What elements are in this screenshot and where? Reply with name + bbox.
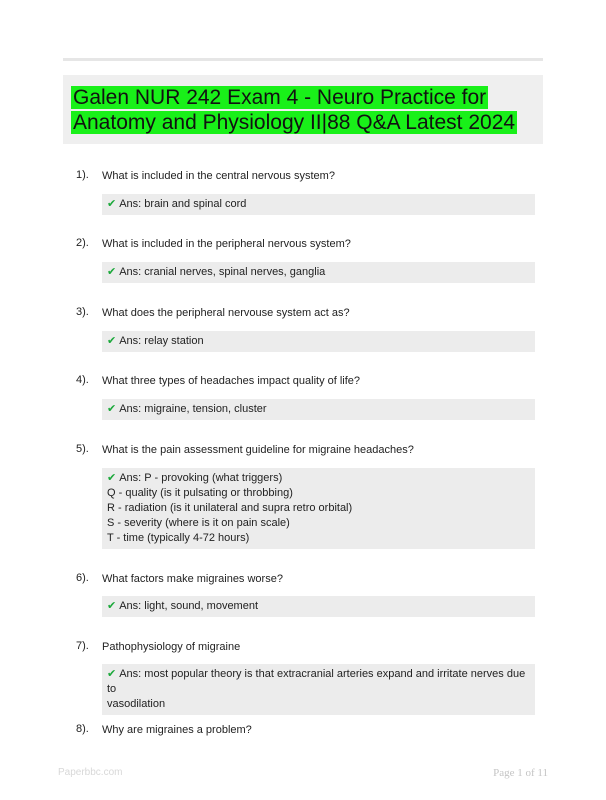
question-text: What does the peripheral nervouse system act as? [102,307,350,319]
check-icon: ✔ [107,600,117,612]
answer-text: vasodilation [107,698,166,710]
answer-text: Ans: cranial nerves, spinal nerves, ganglia [119,266,326,278]
answer-text: T - time (typically 4-72 hours) [107,532,250,544]
question-text: Why are migraines a problem? [102,724,252,736]
answer-text: Q - quality (is it pulsating or throbbing) [107,487,293,499]
question-number: 5). [76,443,89,455]
page-number: Page 1 of 11 [493,767,548,779]
answer-text: Ans: most popular theory is that extracranial arteries expand and irritate nerves due to [107,668,526,695]
question-number: 8). [76,723,89,735]
answer-text: Ans: light, sound, movement [119,600,259,612]
answer-text: Ans: P - provoking (what triggers) [119,472,283,484]
title-banner [63,75,543,144]
answer-box [102,596,535,617]
answer-text: Ans: migraine, tension, cluster [119,403,267,415]
question-number: 1). [76,169,89,181]
answer-text: Ans: brain and spinal cord [119,198,247,210]
question-text: What is the pain assessment guideline for migraine headaches? [102,444,414,456]
top-divider [63,58,543,61]
question-text: What three types of headaches impact quality of life? [102,375,361,387]
question-text: Pathophysiology of migraine [102,641,241,653]
question-number: 4). [76,374,89,386]
question-number: 7). [76,640,89,652]
check-icon: ✔ [107,335,117,347]
answer-text: S - severity (where is it on pain scale) [107,517,290,529]
answer-text: Ans: relay station [119,335,204,347]
question-text: What is included in the central nervous system? [102,170,335,182]
answer-box [102,468,535,549]
question-number: 3). [76,306,89,318]
answer-box [102,331,535,352]
answer-box [102,664,535,715]
question-number: 2). [76,237,89,249]
answer-box [102,399,535,420]
footer-watermark: Paperbbc.com [58,767,123,778]
answer-box [102,194,535,215]
answer-box [102,262,535,283]
question-number: 6). [76,572,89,584]
question-text: What factors make migraines worse? [102,573,283,585]
answer-text: R - radiation (is it unilateral and supra retro orbital) [107,502,353,514]
question-text: What is included in the peripheral nervous system? [102,238,351,250]
document-title: Galen NUR 242 Exam 4 - Neuro Practice for Anatomy and Physiology II|88 Q&A Latest 2024 [73,86,516,134]
check-icon: ✔ [107,472,117,484]
check-icon: ✔ [107,403,117,415]
check-icon: ✔ [107,266,117,278]
check-icon: ✔ [107,198,117,210]
check-icon: ✔ [107,668,117,680]
